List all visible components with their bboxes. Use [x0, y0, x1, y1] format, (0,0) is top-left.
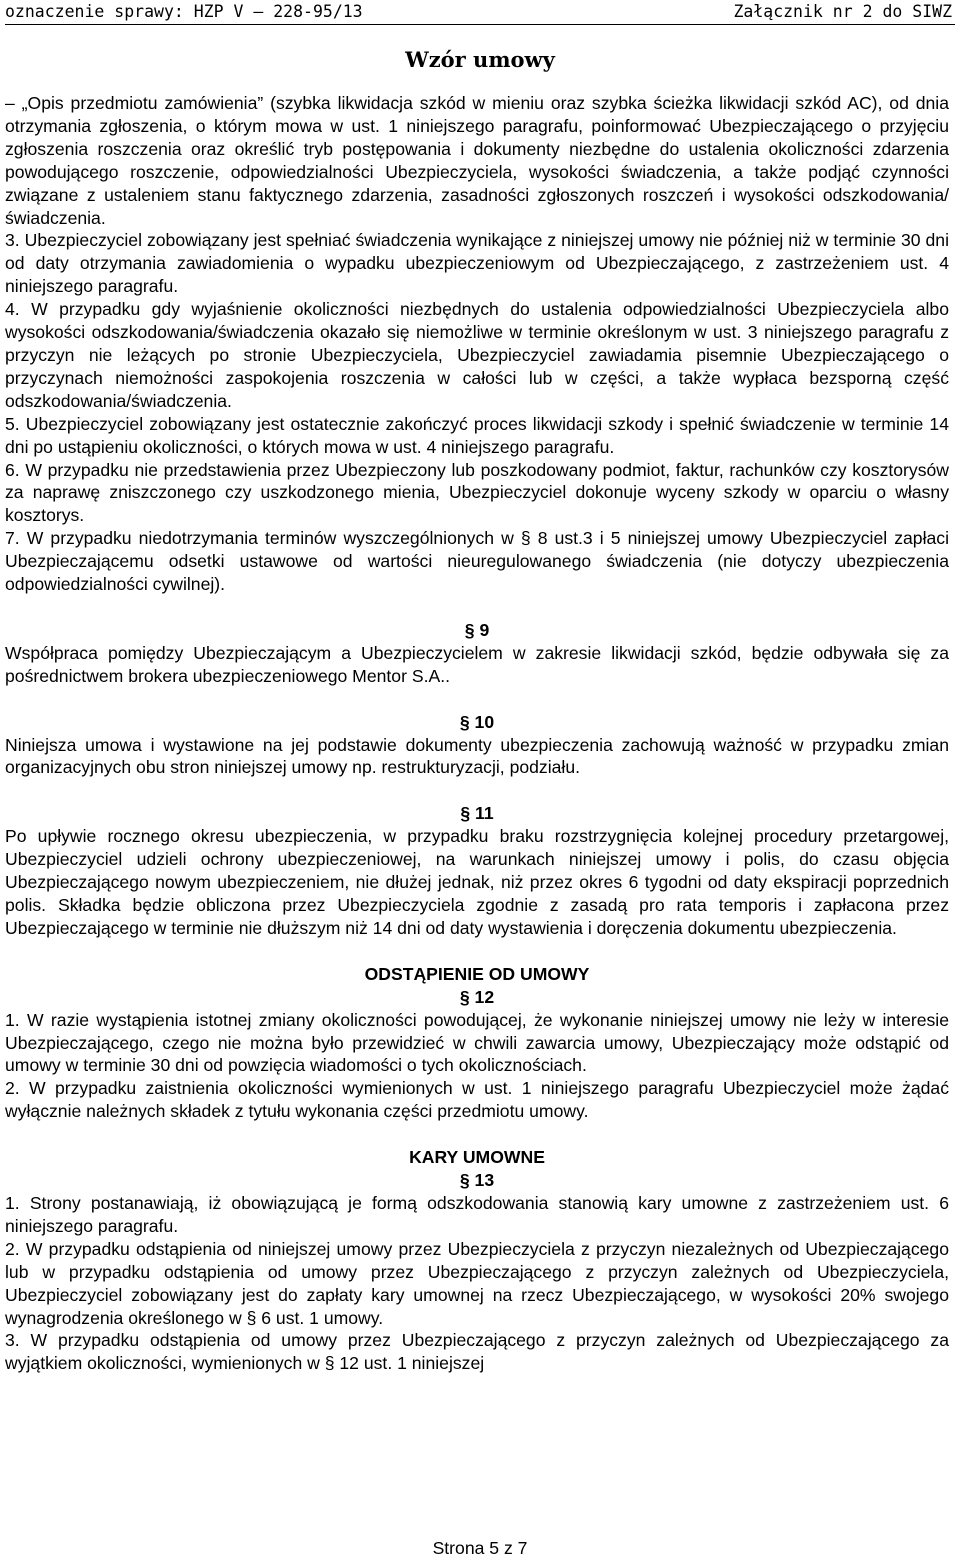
paragraph: 2. W przypadku odstąpienia od niniejszej umowy przez Ubezpieczyciela z przyczyn niezależnych od Ubezpieczającego lub w przypadku odstąpienia od umowy przez Ubezpieczającego z przyczyn zależnych od Ubezpieczyciela, Ubezpieczyciel zobowiązany jest do zapłaty kary umownej na rzecz Ubezpieczającego, w wysokości 20% swojego wynagrodzenia określonego w § 6 ust. 1 umowy. [5, 1238, 949, 1328]
section-heading: ODSTĄPIENIE OD UMOWY [364, 963, 590, 984]
paragraph: 3. W przypadku odstąpienia od umowy przez Ubezpieczającego z przyczyn zależnych od Ubezpieczającego za wyjątkiem okoliczności, wymienionych w § 12 ust. 1 niniejszej [5, 1330, 949, 1374]
section-gap [5, 596, 949, 619]
paragraph: 7. W przypadku niedotrzymania terminów wyszczególnionych w § 8 ust.3 i 5 niniejszej umowy Ubezpieczyciel zapłaci Ubezpieczającemu odsetki ustawowe od wartości nieuregulowanego świadczenia (nie dotyczy ubezpieczenia odpowiedzialności cywilnej). [5, 528, 949, 595]
section-gap [5, 1123, 949, 1146]
section-gap [5, 779, 949, 802]
paragraph: – „Opis przedmiotu zamówienia” (szybka likwidacja szkód w mieniu oraz szybka ścieżka likwidacji szkód AC), od dnia otrzymania zgłoszenia, o którym mowa w ust. 1 niniejszego paragrafu, poinformować Ubezpieczającego o przyjęciu zgłoszenia roszczenia oraz określić tryb postępowania i dokumenty niezbędne do ustalenia okoliczności zdarzenia powodującego roszczenie, odpowiedzialności Ubezpieczyciela, wysokości świadczenia, a także podjąć czynności związane z ustaleniem stanu faktycznego zdarzenia, zasadności zgłoszonych roszczeń i wysokości odszkodowania/świadczenia. [5, 93, 949, 228]
section-number: § 11 [460, 803, 494, 824]
paragraph: 4. W przypadku gdy wyjaśnienie okoliczności niezbędnych do ustalenia odpowiedzialności Ubezpieczyciela albo wysokości odszkodowania/świadczenia okazało się niemożliwe w terminie określonym w ust. 3 niniejszego paragrafu z przyczyn nie leżących po stronie Ubezpieczyciela, Ubezpieczyciel zawiadamia pisemnie Ubezpieczającego o przyczynach niemożności zaspokojenia roszczenia w całości lub w części, a także wypłaca bezsporną część odszkodowania/świadczenia. [5, 299, 949, 411]
paragraph: 1. Strony postanawiają, iż obowiązującą je formą odszkodowania stanowią kary umowne z zastrzeżeniem ust. 6 niniejszego paragrafu. [5, 1192, 949, 1236]
attachment-label: Załącznik nr 2 do SIWZ [733, 2, 952, 21]
paragraph: 1. W razie wystąpienia istotnej zmiany okoliczności powodującej, że wykonanie niniejszej umowy nie leży w interesie Ubezpieczającego, czego nie można było przewidzieć w chwili zawarcia umowy, Ubezpieczający może odstąpić od umowy w terminie 30 dni od powzięcia wiadomości o tych okolicznościach. [5, 1009, 949, 1076]
page-number: Strona 5 z 7 [432, 1538, 528, 1558]
paragraph: Po upływie rocznego okresu ubezpieczenia, w przypadku braku rozstrzygnięcia kolejnej procedury przetargowej, Ubezpieczyciel udzieli ochrony ubezpieczeniowej, na warunkach niniejszej umowy i polis, do czasu objęcia Ubezpieczającego nowym ubezpieczeniem, nie dłużej jednak, niż przez okres 6 tygodni od daty ekspiracji poprzednich polis. Składka będzie obliczona przez Ubezpieczyciela zgodnie z zasadą pro rata temporis i zapłacona przez Ubezpieczającego w terminie nie dłuższym niż 14 dni od daty wystawienia i doręczenia dokumentu ubezpieczenia. [5, 826, 949, 938]
case-number: oznaczenie sprawy: HZP V – 228-95/13 [5, 2, 363, 21]
section-heading: KARY UMOWNE [409, 1147, 545, 1168]
paragraph: 5. Ubezpieczyciel zobowiązany jest ostatecznie zakończyć proces likwidacji szkody i spełnić świadczenie w terminie 14 dni po ustąpieniu okoliczności, o których mowa w ust. 4 niniejszego paragrafu. [5, 413, 949, 457]
paragraph: Niniejsza umowa i wystawione na jej podstawie dokumenty ubezpieczenia zachowują ważność w przypadku zmian organizacyjnych obu stron niniejszej umowy np. restrukturyzacji, podziału. [5, 734, 949, 778]
paragraph: Współpraca pomiędzy Ubezpieczającym a Ubezpieczycielem w zakresie likwidacji szkód, będzie odbywała się za pośrednictwem brokera ubezpieczeniowego Mentor S.A.. [5, 642, 949, 686]
paragraph: 2. W przypadku zaistnienia okoliczności wymienionych w ust. 1 niniejszego paragrafu Ubezpieczyciel może żądać wyłącznie należnych składek z tytułu wykonania części przedmiotu umowy. [5, 1078, 949, 1122]
paragraph: 6. W przypadku nie przedstawienia przez Ubezpieczony lub poszkodowany podmiot, faktur, rachunków czy kosztorysów za naprawę zniszczonego czy uszkodzonego mienia, Ubezpieczyciel dokonuje wyceny szkody w oparciu o własny kosztorys. [5, 459, 949, 526]
section-gap [5, 940, 949, 963]
header-rule [5, 24, 955, 25]
section-number: § 13 [459, 1170, 495, 1191]
page-header [0, 0, 960, 26]
section-number: § 9 [464, 619, 490, 640]
document-title: Wzór umowy [405, 47, 555, 72]
section-number: § 12 [459, 986, 495, 1007]
section-gap [5, 688, 949, 711]
paragraph: 3. Ubezpieczyciel zobowiązany jest spełniać świadczenia wynikające z niniejszej umowy nie później niż w terminie 30 dni od daty otrzymania zawiadomienia o wypadku ubezpieczeniowym od Ubezpieczającego, z zastrzeżeniem ust. 4 niniejszego paragrafu. [5, 230, 949, 297]
section-number: § 10 [459, 711, 495, 732]
document-body [5, 92, 949, 1375]
